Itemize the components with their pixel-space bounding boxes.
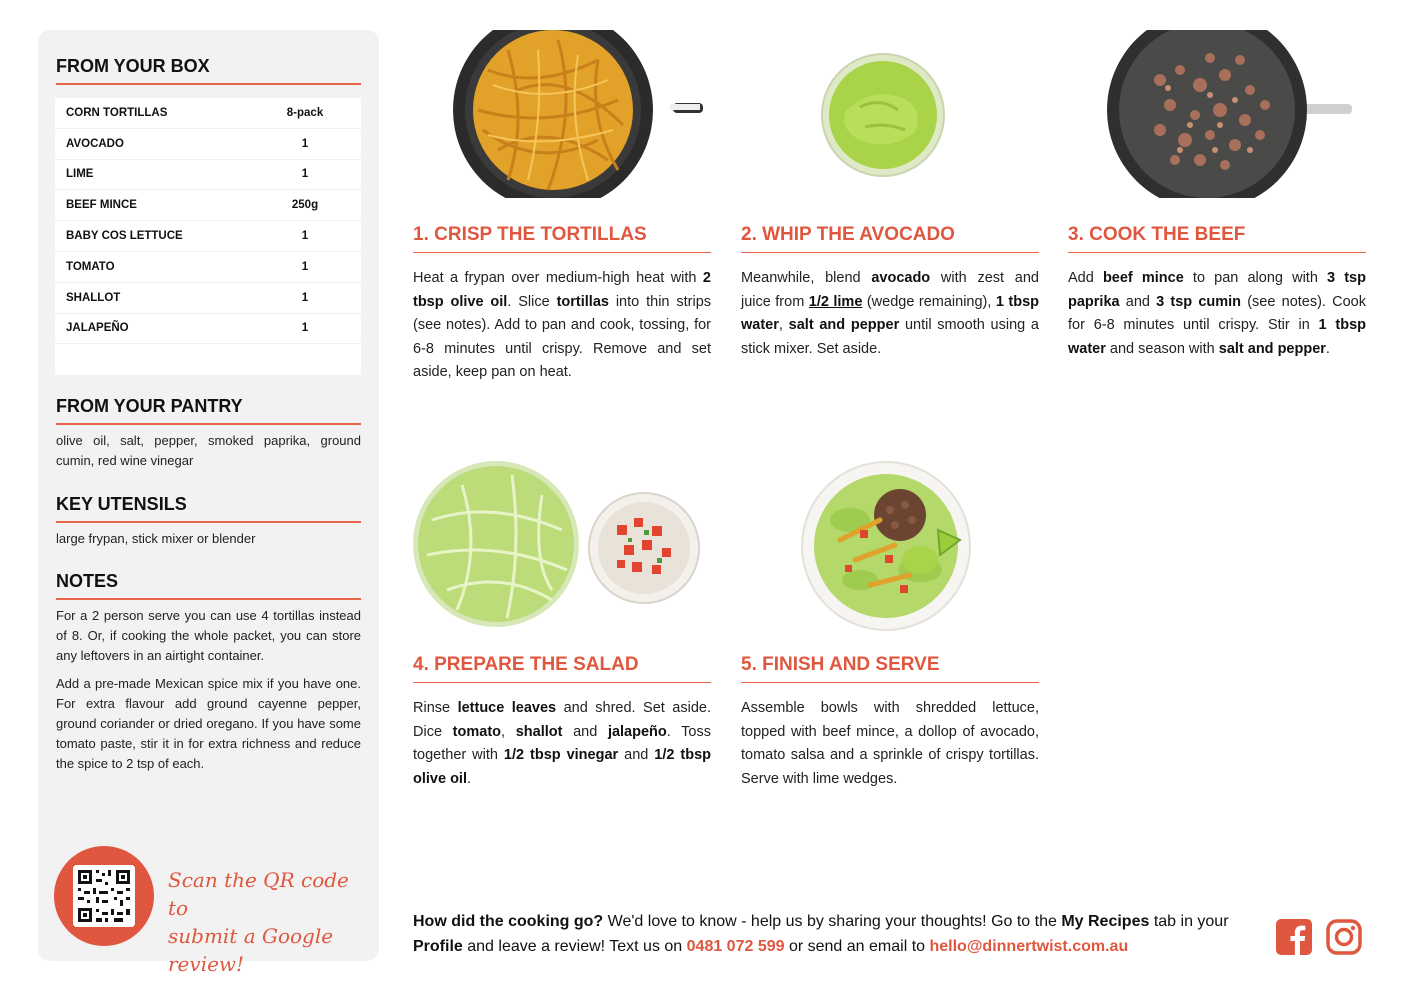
utensils-text: large frypan, stick mixer or blender — [56, 531, 256, 546]
ingredient-quantity: 1 — [301, 260, 309, 273]
text-span: and leave a review! Text us on — [462, 938, 687, 955]
text-span: lettuce leaves — [457, 700, 557, 716]
text-span: 1/2 tbsp vinegar — [503, 747, 619, 763]
step-5-title: 5. FINISH AND SERVE — [741, 654, 1039, 683]
text-span: beef mince — [1102, 270, 1184, 286]
text-span: 2 tbsp olive oil — [413, 270, 711, 310]
step-3-title: 3. COOK THE BEEF — [1068, 224, 1366, 253]
instagram-icon[interactable] — [1326, 919, 1362, 955]
text-span: tomato — [452, 723, 502, 740]
text-span: to pan along with — [1183, 270, 1328, 286]
text-span: (wedge remaining), — [862, 293, 996, 310]
text-span: Profile — [413, 938, 463, 955]
qr-text-line-1: Scan the QR code to — [168, 868, 349, 920]
ingredient-quantity: 8-pack — [286, 106, 324, 119]
text-span: 1/2 tbsp olive oil — [413, 747, 712, 787]
tortillas-pan-image — [448, 30, 708, 200]
text-span: with zest and juice from — [741, 270, 1039, 310]
text-span: and — [1119, 293, 1157, 310]
ingredient-name: SHALLOT — [66, 291, 121, 304]
ingredient-row — [55, 221, 361, 252]
text-span: Rinse — [413, 700, 458, 716]
step-5-text — [741, 697, 1039, 791]
text-span: Assemble bowls with shredded lettuce, topped with beef mince, a dollop of avocado, tomato salsa and a sprinkle of crispy tortillas. Serve with lime wedges. — [741, 700, 1039, 787]
text-span: shallot — [515, 723, 563, 740]
qr-review-text — [168, 866, 368, 978]
ingredient-quantity: 250g — [291, 199, 319, 212]
text-span: tab in your — [1149, 913, 1229, 930]
text-span: My Recipes — [1061, 913, 1150, 930]
notes-paragraph-2: Add a pre-made Mexican spice mix if you have one. For extra flavour add ground cayenne pepper, ground coriander or dried oregano. If you have some tomato paste, stir it in for extra richness and reduce the spice to 2 tsp of each. — [56, 676, 361, 771]
text-span: . Toss together with — [413, 723, 711, 763]
contact-link[interactable]: hello@dinnertwist.com.au — [929, 938, 1129, 955]
salad-prep-image — [412, 460, 702, 630]
qr-text-line-2: submit a Google review! — [168, 924, 334, 976]
beef-pan-image — [1100, 30, 1358, 200]
from-your-pantry-title: FROM YOUR PANTRY — [56, 396, 361, 425]
text-span: tortillas — [556, 293, 609, 310]
ingredients-sidebar — [38, 30, 379, 976]
text-span: Add — [1068, 270, 1103, 286]
ingredient-name: CORN TORTILLAS — [66, 106, 168, 119]
notes-title: NOTES — [56, 571, 361, 600]
step-4-title: 4. PREPARE THE SALAD — [413, 654, 711, 683]
text-span: salt and pepper — [788, 317, 900, 333]
ingredient-row — [55, 160, 361, 191]
qr-code-icon — [73, 865, 135, 927]
ingredient-name: LIME — [66, 168, 94, 181]
text-span: avocado — [871, 270, 931, 286]
ingredient-row — [55, 190, 361, 221]
avocado-bowl-image — [820, 52, 946, 178]
text-span: 1 tbsp water — [741, 293, 1040, 333]
review-footer-text — [413, 909, 1263, 959]
text-span: Heat a frypan over medium-high heat with — [413, 270, 703, 286]
pantry-text: olive oil, salt, pepper, smoked paprika, ground cumin, red wine vinegar — [56, 433, 361, 468]
text-span: jalapeño — [607, 723, 667, 740]
ingredient-name: JALAPEÑO — [66, 322, 129, 335]
text-span: Meanwhile, blend — [741, 270, 872, 286]
facebook-icon[interactable] — [1276, 919, 1312, 955]
text-span: . — [467, 770, 472, 787]
ingredient-row — [55, 98, 361, 129]
qr-code-badge[interactable] — [54, 846, 154, 946]
notes-paragraph-1: For a 2 person serve you can use 4 tortillas instead of 8. Or, if cooking the whole packet, you can store any leftovers in an airtight container. — [56, 608, 361, 663]
text-span: . — [1325, 340, 1330, 357]
step-1-text — [413, 267, 711, 385]
ingredient-name: BABY COS LETTUCE — [66, 230, 183, 243]
ingredient-quantity: 1 — [301, 137, 309, 150]
text-span: until smooth using a stick mixer. Set aside. — [741, 317, 1039, 357]
ingredient-row — [55, 314, 361, 345]
contact-link[interactable]: 0481 072 599 — [686, 938, 785, 955]
text-span: into thin strips (see notes). Add to pan and cook, tossing, for 6-8 minutes until crispy. Remove and set aside, keep pan on heat. — [413, 293, 712, 380]
text-span: and — [618, 747, 655, 763]
ingredient-quantity: 1 — [301, 322, 309, 335]
text-span: (see notes). Cook for 6-8 minutes until crispy. Stir in — [1068, 293, 1366, 333]
ingredients-table — [55, 98, 361, 375]
key-utensils-title: KEY UTENSILS — [56, 494, 361, 523]
step-2-title: 2. WHIP THE AVOCADO — [741, 224, 1039, 253]
text-span: , — [501, 723, 516, 740]
text-span: 1/2 lime — [808, 293, 863, 310]
text-span: 3 tsp paprika — [1068, 270, 1366, 310]
ingredient-name: BEEF MINCE — [66, 199, 137, 212]
step-4-text — [413, 697, 711, 791]
text-span: 3 tsp cumin — [1156, 293, 1242, 310]
text-span: We'd love to know - help us by sharing your thoughts! Go to the — [603, 913, 1062, 930]
text-span: and — [562, 723, 608, 740]
ingredient-quantity: 1 — [301, 291, 309, 304]
ingredient-row — [55, 129, 361, 160]
text-span: and shred. Set aside. Dice — [413, 700, 711, 740]
text-span: , — [778, 317, 789, 333]
ingredient-name: TOMATO — [66, 260, 115, 273]
finished-bowl-image — [800, 460, 972, 632]
ingredient-quantity: 1 — [301, 168, 309, 181]
text-span: How did the cooking go? — [413, 913, 604, 930]
text-span: and season with — [1105, 340, 1219, 357]
ingredient-name: AVOCADO — [66, 137, 124, 150]
step-3-text — [1068, 267, 1366, 361]
text-span: 1 tbsp water — [1068, 317, 1366, 357]
ingredient-quantity: 1 — [301, 230, 309, 243]
step-1-title: 1. CRISP THE TORTILLAS — [413, 224, 711, 253]
step-2-text — [741, 267, 1039, 361]
ingredient-row — [55, 252, 361, 283]
text-span: . Slice — [507, 293, 557, 310]
ingredient-row — [55, 283, 361, 314]
text-span: or send an email to — [784, 938, 930, 955]
text-span: salt and pepper — [1218, 340, 1326, 357]
from-your-box-title: FROM YOUR BOX — [56, 56, 361, 85]
